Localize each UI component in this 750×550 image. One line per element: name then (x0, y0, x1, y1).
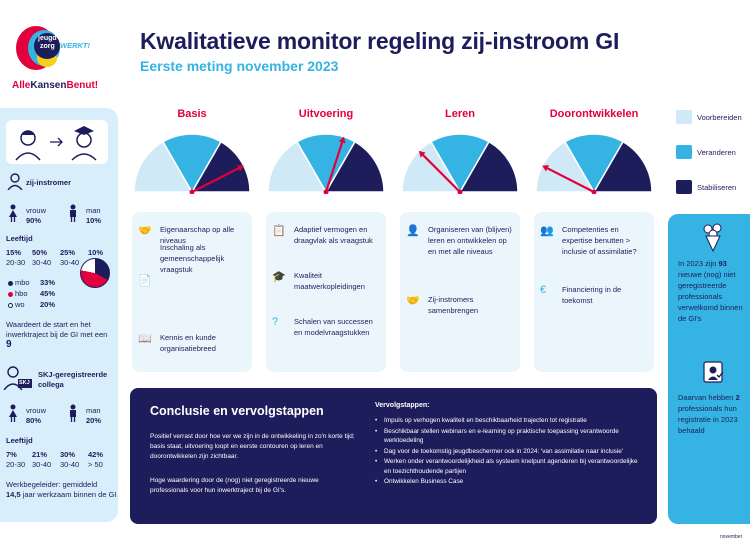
skj-age-range-3: 30-40 (60, 460, 80, 469)
waardeert-text (6, 320, 112, 350)
tagline-part1: Alle (12, 80, 31, 91)
uitvoering-item-2: Kwaliteit maatwerkopleidingen (294, 271, 365, 291)
edu-dot-mbo (8, 281, 13, 286)
right-text-1a: In 2023 zijn (678, 259, 717, 268)
legend-swatch-veranderen (676, 145, 692, 159)
zij-age-range-1: 20-30 (6, 258, 26, 267)
waardeert-score: 9 (6, 339, 12, 350)
page-title: Kwalitatieve monitor regeling zij-instroom GI (140, 28, 620, 54)
skj-age-pct-2: 21% (32, 450, 48, 459)
male-icon (68, 404, 78, 422)
vervolgstappen-title: Vervolgstappen: (375, 402, 430, 409)
left-panel (0, 108, 118, 522)
logo-text-line2: zorg (40, 43, 55, 50)
person-icon (6, 172, 24, 190)
edu-row-hbo (8, 289, 28, 298)
edu-pct-mbo: 33% (40, 278, 56, 287)
legend-label-voorbereiden: Voorbereiden (697, 113, 742, 122)
zij-vrouw-label: vrouw (26, 206, 47, 215)
werkbegeleider-years: 14,5 (6, 490, 21, 499)
presenter-icon: 👤 (406, 225, 420, 237)
zij-age-pct-1: 15% (6, 248, 22, 257)
skj-age-pct-1: 7% (6, 450, 17, 459)
team-icon: 👥 (540, 225, 554, 237)
gauge-uitvoering (266, 132, 386, 194)
right-text-1b: nieuwe (nog) niet geregistreerde professionals verwelkomd binnen de GI's (678, 270, 743, 323)
stage-title-basis: Basis (177, 108, 207, 120)
zij-heading: zij-instromer (26, 178, 72, 187)
conclusion-title: Conclusie en vervolgstappen (150, 404, 324, 418)
right-text-2-num: 2 (735, 393, 740, 402)
edu-label-hbo: hbo (15, 289, 28, 298)
uitvoering-item-1: Adaptief vermogen en draagvlak als vraagstuk (294, 225, 373, 245)
stage-title-leren: Leren (445, 108, 475, 120)
legend-label-veranderen: Veranderen (697, 148, 736, 157)
skj-vrouw-pct: 80% (26, 416, 42, 425)
footer-text: november (720, 534, 743, 540)
tagline-part3: Benut! (66, 80, 99, 91)
gauge-doorontwikkelen (534, 132, 654, 194)
gauge-leren (400, 132, 520, 194)
right-text-2 (678, 392, 750, 436)
basis-item-3: Kennis en kunde organisatiebreed (160, 333, 216, 353)
edu-dot-wo (8, 303, 13, 308)
skj-man-pct: 20% (86, 416, 102, 425)
skj-vrouw-label: vrouw (26, 406, 47, 415)
zij-man-label: man (86, 206, 101, 215)
page-subtitle: Eerste meting november 2023 (140, 58, 339, 74)
logo (14, 18, 100, 74)
edu-label-wo: wo (15, 300, 25, 309)
female-icon (8, 204, 18, 222)
vervolgstap-item: • Dag voor de toekomstig jeugdbeschermer ook in 2024: 'van assimilatie naar inclusie' (375, 447, 645, 457)
bouquet-icon (702, 222, 724, 252)
euro-icon: € (540, 284, 547, 296)
skj-age-range-2: 30-40 (32, 460, 52, 469)
female-icon (8, 404, 18, 422)
education-pie-chart (80, 258, 110, 288)
vervolgstap-item: • Werken onder verantwoordelijkheid als systeem knelpunt agenderen bij verantwoordelijke en toezichthoudende partijen (375, 457, 645, 476)
zij-age-pct-4: 10% (88, 248, 104, 257)
stage-title-uitvoering: Uitvoering (298, 108, 354, 120)
edu-pct-wo: 20% (40, 300, 56, 309)
male-icon (68, 204, 78, 222)
legend-swatch-voorbereiden (676, 110, 692, 124)
avatar-transition (6, 120, 108, 164)
right-text-2b: professionals hun registratie in 2023 behaald (678, 404, 738, 435)
stage-card-leren (400, 212, 520, 372)
vervolgstap-item: • Ontwikkelen Business Case (375, 477, 645, 487)
tagline-part2: Kansen (30, 80, 67, 91)
handshake-icon: 🤝 (406, 295, 420, 307)
right-text-2a: Daarvan hebben (678, 393, 734, 402)
doorontwikkelen-item-2: Financiering in de toekomst (562, 285, 622, 305)
waardeert-label: Waardeert de start en het inwerktraject bij de GI met een (6, 320, 108, 339)
edu-row-wo (8, 300, 25, 309)
werkbegeleider-label: Werkbegeleider: gemiddeld (6, 480, 98, 489)
werkbegeleider-line (6, 490, 117, 499)
stage-card-doorontwikkelen (534, 212, 654, 372)
zij-age-range-3: 30-40 (60, 258, 80, 267)
skj-heading: SKJ-geregistreerde collega (38, 370, 108, 389)
stage-title-doorontwikkelen: Doorontwikkelen (549, 108, 639, 120)
skj-professional-icon (2, 364, 32, 390)
logo-text-line1: jeugd (38, 35, 57, 42)
skj-man-label: man (86, 406, 101, 415)
edu-row-mbo (8, 278, 30, 287)
zij-age-range-2: 30-40 (32, 258, 52, 267)
book-icon: 📖 (138, 333, 152, 345)
edu-label-mbo: mbo (15, 278, 30, 287)
stage-card-uitvoering (266, 212, 386, 372)
skj-age-range-4: > 50 (88, 460, 103, 469)
conclusion-paragraph-2: Hoge waardering door de (nog) niet geregistreerde nieuwe professionals voor hun inwerktraject bij de GI's. (150, 477, 319, 494)
werkbegeleider-jaar: jaar werkzaam binnen de GI (22, 490, 117, 499)
edu-dot-hbo (8, 292, 13, 297)
right-text-1 (678, 258, 750, 324)
handshake-icon: 🤝 (138, 225, 152, 237)
leren-item-2: Zij-instromers samenbrengen (428, 295, 479, 315)
edu-pct-hbo: 45% (40, 289, 56, 298)
zij-vrouw-pct: 90% (26, 216, 42, 225)
legend-label-stabiliseren: Stabiliseren (697, 183, 737, 192)
legend-swatch-stabiliseren (676, 180, 692, 194)
stage-card-basis (132, 212, 252, 372)
certificate-icon (702, 360, 724, 384)
vervolgstappen-list (375, 416, 645, 488)
gauge-basis (132, 132, 252, 194)
skj-age-range-1: 20-30 (6, 460, 26, 469)
checklist-icon: 📋 (272, 225, 286, 237)
zij-age-pct-3: 25% (60, 248, 76, 257)
person-to-graduate-icon (6, 120, 108, 164)
skj-leeftijd-label: Leeftijd (6, 436, 33, 445)
graduation-icon: 🎓 (272, 271, 286, 283)
skj-age-pct-3: 30% (60, 450, 76, 459)
conclusion-panel (130, 388, 657, 524)
basis-item-1: Eigenaarschap op alle niveaus (160, 225, 235, 245)
skj-badge: SKJ (19, 380, 30, 386)
zij-leeftijd-label: Leeftijd (6, 234, 33, 243)
vervolgstap-item: • Impuls op verhogen kwaliteit en beschikbaarheid trajecten tot registratie (375, 416, 645, 426)
basis-item-2: Inschaling als gemeenschappelijk vraagstuk (160, 243, 225, 274)
uitvoering-item-3: Schalen van successen en modelvraagstukken (294, 317, 373, 337)
right-text-1-num: 93 (718, 259, 727, 268)
tagline (12, 80, 98, 91)
zij-man-pct: 10% (86, 216, 102, 225)
vervolgstap-item: • Beschikbaar stellen webinars en e-learning op praktische toepassing verantwoorde werktoedeling (375, 427, 645, 446)
leren-item-1: Organiseren van (blijven) leren en ontwikkelen op en met alle niveaus (428, 225, 512, 256)
right-panel (668, 214, 750, 524)
zij-age-pct-2: 50% (32, 248, 48, 257)
document-icon: 📄 (138, 275, 152, 287)
skj-age-pct-4: 42% (88, 450, 104, 459)
question-icon: ? (272, 316, 279, 328)
logo-badge: WERKT! (60, 41, 90, 50)
doorontwikkelen-item-1: Competenties en expertise benutten > inclusie of assimilatie? (562, 225, 637, 256)
conclusion-paragraph-1: Positief verrast door hoe ver we zijn in de ontwikkeling in zo'n korte tijd; basis staat, uitvoering loopt en eerste contouren op leren en doorontwikkelen zijn zichtbaar. (150, 433, 355, 460)
